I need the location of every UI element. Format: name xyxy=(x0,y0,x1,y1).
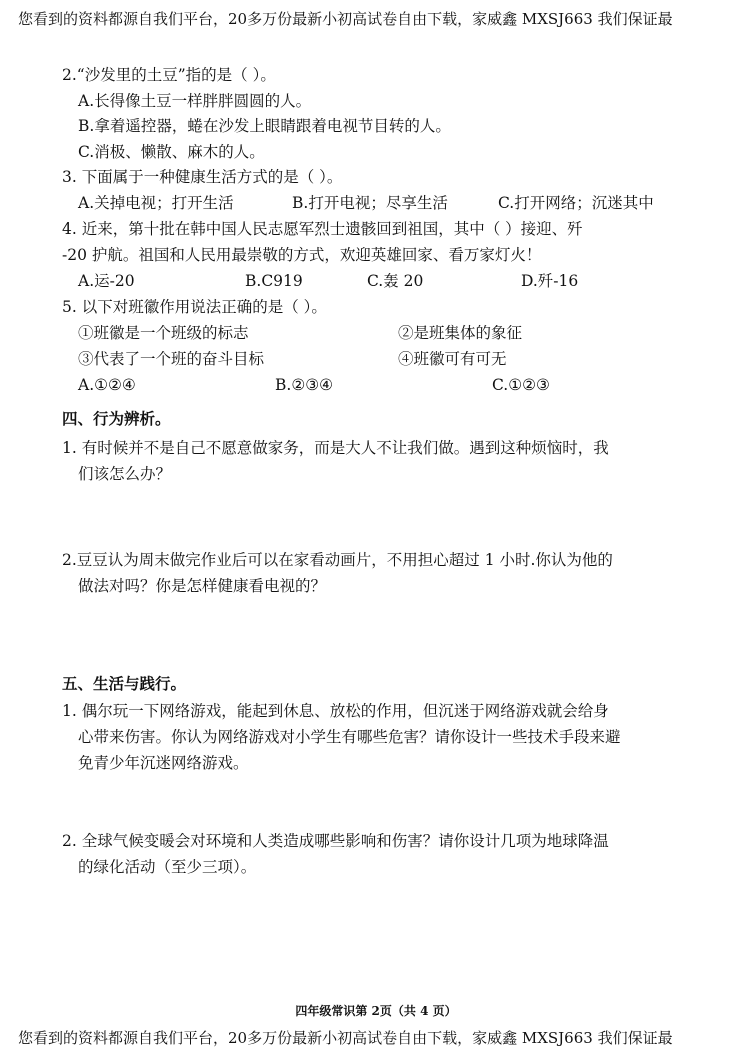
question-3-option-a: A.关掉电视；打开生活 xyxy=(78,194,234,212)
question-4-line-2: -20 护航。祖国和人民用最崇敬的方式，欢迎英雄回家、看万家灯火！ xyxy=(62,246,542,264)
page-footer: 四年级常识第 2页（共 4 页） xyxy=(295,1004,457,1018)
question-2-stem: 2.“沙发里的土豆”指的是（ ）。 xyxy=(62,66,276,84)
section-4-heading: 四、行为辨析。 xyxy=(62,409,171,428)
section-5-question-1-line-2: 心带来伤害。你认为网络游戏对小学生有哪些危害？请你设计一些技术手段来避 xyxy=(78,728,621,746)
question-2-option-c: C.消极、懒散、麻木的人。 xyxy=(78,143,265,161)
question-4-option-d: D.歼-16 xyxy=(521,272,579,290)
bottom-banner: 您看到的资料都源自我们平台，20多万份最新小初高试卷自由下载，家威鑫 MXSJ663 我们保证最 xyxy=(18,1029,673,1047)
question-4-option-c: C.轰 20 xyxy=(367,272,424,290)
question-5-statement-4: ④班徽可有可无 xyxy=(398,350,507,368)
section-4-question-1-line-1: 1. 有时候并不是自己不愿意做家务，而是大人不让我们做。遇到这种烦恼时，我 xyxy=(62,439,609,457)
question-5-statement-1: ①班徽是一个班级的标志 xyxy=(78,324,249,342)
question-4-option-a: A.运-20 xyxy=(78,272,135,290)
section-5-heading: 五、生活与践行。 xyxy=(62,674,187,693)
question-3-option-b: B.打开电视；尽享生活 xyxy=(292,194,448,212)
question-5-statement-3: ③代表了一个班的奋斗目标 xyxy=(78,350,265,368)
section-5-question-1-line-1: 1. 偶尔玩一下网络游戏，能起到休息、放松的作用，但沉迷于网络游戏就会给身 xyxy=(62,702,609,720)
section-4-question-2-line-2: 做法对吗？你是怎样健康看电视的？ xyxy=(78,577,327,595)
question-5-stem: 5. 以下对班徽作用说法正确的是（ ）。 xyxy=(62,298,327,316)
question-5-option-c: C.①②③ xyxy=(492,376,550,394)
section-5-question-1-line-3: 免青少年沉迷网络游戏。 xyxy=(78,754,249,772)
section-5-question-2-line-1: 2. 全球气候变暖会对环境和人类造成哪些影响和伤害？请你设计几项为地球降温 xyxy=(62,832,609,850)
question-3-option-c: C.打开网络；沉迷其中 xyxy=(498,194,654,212)
question-5-option-a: A.①②④ xyxy=(78,376,136,394)
question-4-line-1: 4. 近来，第十批在韩中国人民志愿军烈士遗骸回到祖国，其中（ ）接迎、歼 xyxy=(62,220,583,238)
top-banner: 您看到的资料都源自我们平台，20多万份最新小初高试卷自由下载，家威鑫 MXSJ663 我们保证最 xyxy=(18,10,673,28)
section-5-question-2-line-2: 的绿化活动（至少三项）。 xyxy=(78,858,257,876)
question-2-option-a: A.长得像土豆一样胖胖圆圆的人。 xyxy=(78,92,312,110)
question-2-option-b: B.拿着遥控器，蜷在沙发上眼睛跟着电视节目转的人。 xyxy=(78,117,451,135)
section-4-question-2-line-1: 2.豆豆认为周末做完作业后可以在家看动画片，不用担心超过 1 小时.你认为他的 xyxy=(62,551,613,569)
question-4-option-b: B.C919 xyxy=(245,272,303,290)
section-4-question-1-line-2: 们该怎么办？ xyxy=(78,465,172,483)
question-5-statement-2: ②是班集体的象征 xyxy=(398,324,523,342)
question-5-option-b: B.②③④ xyxy=(275,376,334,394)
question-3-stem: 3. 下面属于一种健康生活方式的是（ ）。 xyxy=(62,168,343,186)
